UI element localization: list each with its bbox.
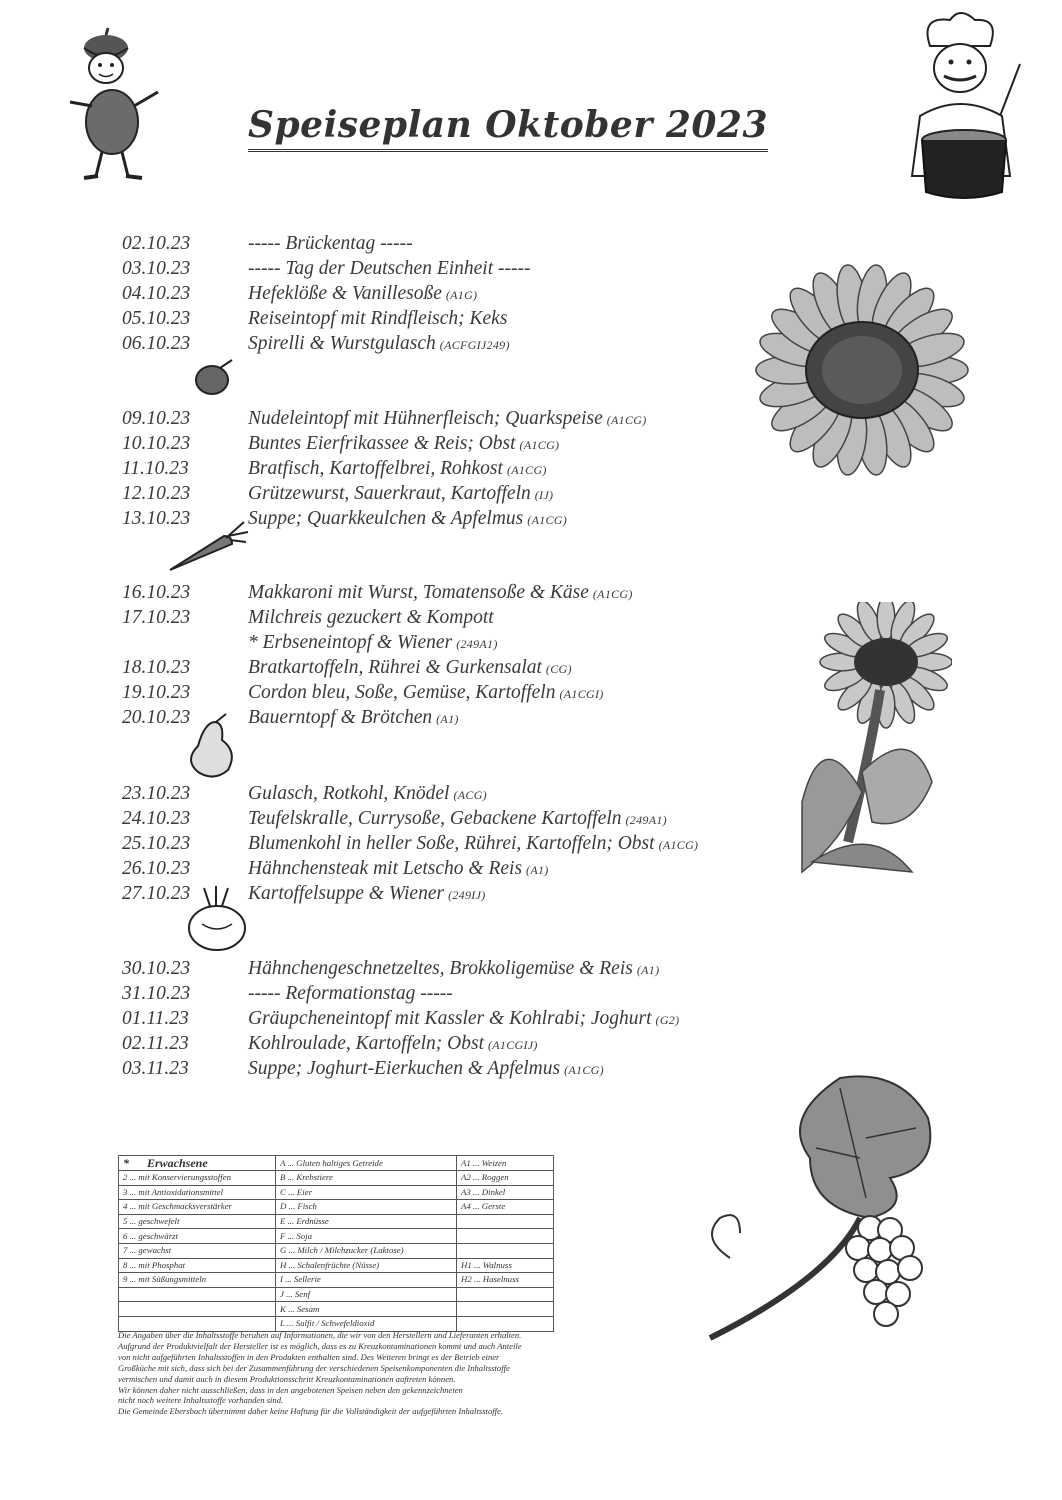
allergen-code: (A1) (526, 863, 549, 877)
legend-cell: 2 ... mit Konservierungsstoffen (119, 1171, 276, 1186)
legend-cell (457, 1243, 554, 1258)
dish-name: ----- Reformationstag ----- (248, 983, 453, 1004)
allergen-legend-table (118, 1155, 554, 1332)
menu-date: 26.10.23 (122, 858, 191, 879)
menu-dish (248, 781, 487, 808)
allergen-code: (G2) (655, 1013, 680, 1027)
dish-name: Gulasch, Rotkohl, Knödel (248, 783, 450, 804)
menu-date: 31.10.23 (122, 983, 191, 1004)
menu-date: 03.10.23 (122, 258, 191, 279)
page-title: Speiseplan Oktober 2023 (248, 102, 768, 152)
menu-dish (248, 856, 549, 883)
dish-name: Gräupcheneintopf mit Kassler & Kohlrabi; Joghurt (248, 1008, 652, 1029)
menu-date: 06.10.23 (122, 333, 191, 354)
menu-dish (248, 331, 510, 358)
menu-date: 09.10.23 (122, 408, 191, 429)
legend-cell: E ... Erdnüsse (276, 1214, 457, 1229)
menu-date: 13.10.23 (122, 508, 191, 529)
sunflower-large-illustration (730, 262, 992, 482)
menu-dish (248, 256, 534, 283)
menu-dish (248, 431, 559, 458)
menu-dish (248, 1031, 538, 1058)
legend-header-cell (119, 1156, 276, 1171)
legend-cell: 8 ... mit Phosphat (119, 1258, 276, 1273)
legend-row (119, 1316, 554, 1331)
legend-cell: G ... Milch / Milchzucker (Laktose) (276, 1243, 457, 1258)
legend-cell (457, 1287, 554, 1302)
pear-icon (180, 712, 244, 780)
menu-dish (248, 306, 511, 333)
menu-dish (248, 1006, 679, 1033)
allergen-code: (A1G) (445, 288, 478, 302)
legend-cell: A1 ... Weizen (457, 1156, 554, 1171)
menu-dish (248, 481, 553, 508)
dish-name: Hähnchensteak mit Letscho & Reis (248, 858, 523, 879)
legend-cell: A3 ... Dinkel (457, 1185, 554, 1200)
menu-dish (248, 506, 567, 533)
dish-name: Hefeklöße & Vanillesoße (248, 283, 442, 304)
dish-name: Blumenkohl in heller Soße, Rührei, Kartoffeln; Obst (248, 833, 655, 854)
allergen-code: (249IJ) (448, 888, 486, 902)
dish-name: Cordon bleu, Soße, Gemüse, Kartoffeln (248, 682, 556, 703)
disclaimer-line: Großküche mit sich, dass sich bei der Zusammenführung der verschiedenen Speisenkomponenten die Inhaltsstoffe (118, 1362, 510, 1373)
grapes-with-vine-leaf-illustration (690, 1058, 952, 1370)
disclaimer-text (118, 1330, 638, 1417)
allergen-code: (A1CGI) (559, 687, 604, 701)
disclaimer-line: von nicht aufgeführten Inhaltsstoffen in den Produkten enthalten sind. Des Weiteren bringt es der Betrieb einer (118, 1351, 500, 1362)
dish-name: Spirelli & Wurstgulasch (248, 333, 436, 354)
legend-cell: 7 ... gewachst (119, 1243, 276, 1258)
dish-name: * Erbseneintopf & Wiener (248, 632, 453, 653)
disclaimer-line: Aufgrund der Produktvielfalt der Hersteller ist es möglich, dass es zu Kreuzkontaminationen kommt und auch Anteile (118, 1340, 522, 1351)
legend-cell: A ... Gluten haltiges Getreide (276, 1156, 457, 1171)
menu-date: 04.10.23 (122, 283, 191, 304)
legend-cell: L ... Sulfit / Schwefeldioxid (276, 1316, 457, 1331)
menu-dish (248, 281, 477, 308)
dish-name: Grützewurst, Sauerkraut, Kartoffeln (248, 483, 531, 504)
allergen-code: (249A1) (456, 637, 498, 651)
legend-row (119, 1229, 554, 1244)
legend-cell: C ... Eier (276, 1185, 457, 1200)
menu-dish (248, 456, 547, 483)
menu-date: 02.11.23 (122, 1033, 189, 1054)
menu-dish (248, 605, 498, 632)
legend-row (119, 1258, 554, 1273)
legend-row (119, 1287, 554, 1302)
chestnut-figure-illustration (66, 18, 166, 183)
legend-cell: I ... Sellerie (276, 1273, 457, 1288)
menu-dish (248, 981, 457, 1008)
allergen-code: (A1CG) (519, 438, 560, 452)
cook-with-pot-illustration (890, 6, 1030, 206)
legend-row (119, 1171, 554, 1186)
legend-cell (457, 1316, 554, 1331)
legend-cell (119, 1302, 276, 1317)
menu-dish (248, 580, 633, 607)
dish-name: Kohlroulade, Kartoffeln; Obst (248, 1033, 484, 1054)
menu-dish (248, 806, 667, 833)
legend-cell: A2 ... Roggen (457, 1171, 554, 1186)
menu-date: 27.10.23 (122, 883, 191, 904)
legend-cell (457, 1302, 554, 1317)
allergen-code: (A1) (636, 963, 660, 977)
allergen-code: (ACG) (453, 788, 487, 802)
legend-cell: 4 ... mit Geschmacksverstärker (119, 1200, 276, 1215)
allergen-code: (A1CG) (564, 1063, 604, 1077)
carrot-icon (166, 516, 250, 574)
menu-dish (248, 655, 572, 682)
legend-cell: 5 ... geschwefelt (119, 1214, 276, 1229)
menu-date: 03.11.23 (122, 1058, 189, 1079)
allergen-code: (A1CG) (592, 587, 633, 601)
dish-name: Buntes Eierfrikassee & Reis; Obst (248, 433, 516, 454)
disclaimer-line: Wir können daher nicht ausschließen, dass in den angebotenen Speisen neben den gekennzeichneten (118, 1384, 463, 1395)
sunflower-small-illustration (782, 602, 952, 882)
legend-cell: J ... Senf (276, 1287, 457, 1302)
legend-cell: K ... Sesam (276, 1302, 457, 1317)
menu-date: 16.10.23 (122, 582, 191, 603)
allergen-code: (A1CG) (527, 513, 568, 527)
legend-row (119, 1273, 554, 1288)
menu-date: 12.10.23 (122, 483, 191, 504)
menu-dish (248, 406, 647, 433)
menu-dish (248, 680, 604, 707)
allergen-code: (IJ) (534, 488, 554, 502)
legend-star: * (123, 1155, 129, 1170)
allergen-code: (249A1) (625, 813, 667, 827)
plum-icon (190, 356, 240, 398)
dish-name: Suppe; Joghurt-Eierkuchen & Apfelmus (248, 1058, 561, 1079)
dish-name: Bratfisch, Kartoffelbrei, Rohkost (248, 458, 503, 479)
legend-cell (119, 1316, 276, 1331)
menu-date: 24.10.23 (122, 808, 191, 829)
legend-header-label: Erwachsene (147, 1155, 208, 1170)
legend-cell: H1 ... Walnuss (457, 1258, 554, 1273)
disclaimer-line: nicht noch weitere Inhaltsstoffe vorhanden sind. (118, 1395, 284, 1406)
dish-name: Bratkartoffeln, Rührei & Gurkensalat (248, 657, 542, 678)
kohlrabi-icon (182, 884, 252, 954)
menu-date: 10.10.23 (122, 433, 191, 454)
dish-name: Bauerntopf & Brötchen (248, 707, 433, 728)
legend-header-row (119, 1156, 554, 1171)
dish-name: Kartoffelsuppe & Wiener (248, 883, 445, 904)
legend-cell: H2 ... Haselnuss (457, 1273, 554, 1288)
menu-dish (248, 1056, 604, 1083)
dish-name: Makkaroni mit Wurst, Tomatensoße & Käse (248, 582, 589, 603)
menu-date: 20.10.23 (122, 707, 191, 728)
legend-cell: B ... Krebstiere (276, 1171, 457, 1186)
legend-cell: D ... Fisch (276, 1200, 457, 1215)
legend-row (119, 1200, 554, 1215)
disclaimer-line: Die Gemeinde Ebersbach übernimmt daher keine Haftung für die Vollständigkeit der aufgeführten Inhaltsstoffe. (118, 1406, 503, 1417)
menu-date: 18.10.23 (122, 657, 191, 678)
legend-cell: 6 ... geschwärzt (119, 1229, 276, 1244)
allergen-code: (A1CG) (606, 413, 647, 427)
menu-date: 19.10.23 (122, 682, 191, 703)
menu-dish (248, 881, 486, 908)
dish-name: Milchreis gezuckert & Kompott (248, 607, 494, 628)
menu-date: 11.10.23 (122, 458, 189, 479)
allergen-code: (ACFGIJ249) (439, 338, 510, 352)
allergen-code: (A1CGIJ) (488, 1038, 538, 1052)
disclaimer-line: Die Angaben über die Inhaltsstoffe beruhen auf Informationen, die wir von den Herstellern und Lieferanten erhalten. (118, 1330, 522, 1340)
dish-name: Suppe; Quarkkeulchen & Apfelmus (248, 508, 524, 529)
legend-cell (457, 1214, 554, 1229)
menu-date: 01.11.23 (122, 1008, 189, 1029)
menu-date: 23.10.23 (122, 783, 191, 804)
allergen-code: (A1CG) (506, 463, 547, 477)
legend-row (119, 1185, 554, 1200)
legend-cell: H ... Schalenfrüchte (Nüsse) (276, 1258, 457, 1273)
menu-date: 30.10.23 (122, 958, 191, 979)
legend-cell: 9 ... mit Süßungsmitteln (119, 1273, 276, 1288)
menu-dish (248, 831, 698, 858)
menu-date: 05.10.23 (122, 308, 191, 329)
dish-name: Teufelskralle, Currysoße, Gebackene Kartoffeln (248, 808, 622, 829)
legend-cell: F ... Soja (276, 1229, 457, 1244)
allergen-code: (A1CG) (658, 838, 699, 852)
disclaimer-line: vermischen und damit auch in diesem Produktionsschritt Kreuzkontaminationen auftreten können. (118, 1373, 456, 1384)
legend-row (119, 1243, 554, 1258)
legend-row (119, 1214, 554, 1229)
menu-dish (248, 231, 417, 258)
legend-cell (457, 1229, 554, 1244)
dish-name: Hähnchengeschnetzeltes, Brokkoligemüse & Reis (248, 958, 633, 979)
menu-date: 25.10.23 (122, 833, 191, 854)
menu-date: 02.10.23 (122, 233, 191, 254)
dish-name: ----- Brückentag ----- (248, 233, 413, 254)
allergen-code: (A1) (436, 712, 459, 726)
dish-name: Nudeleintopf mit Hühnerfleisch; Quarkspeise (248, 408, 603, 429)
legend-cell: A4 ... Gerste (457, 1200, 554, 1215)
menu-date: 17.10.23 (122, 607, 191, 628)
legend-row (119, 1302, 554, 1317)
legend-cell: 3 ... mit Antioxidationsmittel (119, 1185, 276, 1200)
menu-dish (248, 630, 498, 657)
dish-name: ----- Tag der Deutschen Einheit ----- (248, 258, 531, 279)
menu-dish (248, 705, 459, 732)
legend-cell (119, 1287, 276, 1302)
allergen-code: (CG) (545, 662, 572, 676)
menu-dish (248, 956, 659, 983)
dish-name: Reiseintopf mit Rindfleisch; Keks (248, 308, 508, 329)
